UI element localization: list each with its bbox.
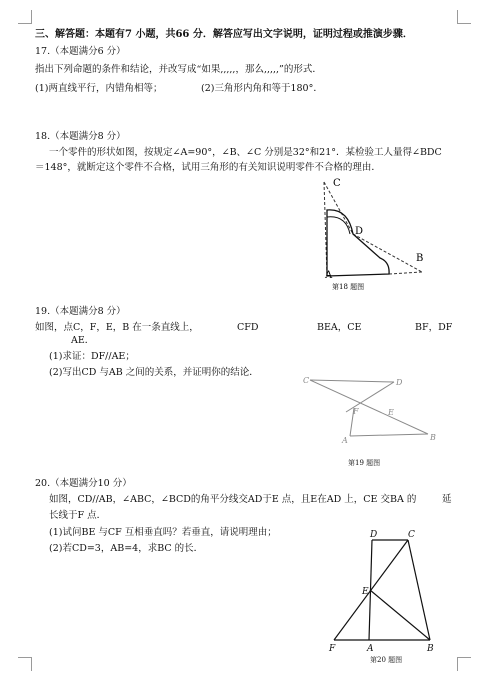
q19-label-D: D (396, 378, 403, 387)
q20-item1: (1)试问BE 与CF 互相垂直吗？若垂直，请说明理由； (49, 527, 277, 538)
q19-line1-b: CFD (237, 322, 259, 333)
q20-label-E: E (362, 587, 369, 597)
q20-label-D: D (370, 530, 378, 540)
q20-label-B: B (427, 644, 434, 654)
q19-label-C: C (303, 376, 310, 385)
q17-item2: (2)三角形内角和等于180°． (201, 83, 323, 94)
q19-label-A: A (342, 436, 348, 445)
q19-line1-c: BEA，CE (317, 322, 362, 333)
q18-label-A: A (325, 270, 333, 281)
q19-label-B: B (430, 433, 436, 442)
section-header: 三、解答题：本题有7 小题，共66 分．解答应写出文字说明，证明过程或推演步骤． (35, 29, 413, 40)
q20-line2: 长线于F 点． (49, 510, 107, 521)
q19-figure (298, 372, 448, 472)
crop-mark-bottom-right (457, 657, 471, 671)
q19-line1-a: 如图，点C，F，E，B 在一条直线上， (35, 322, 199, 333)
q18-line1: 一个零件的形状如图，按规定∠A=90°，∠B、∠C 分别是32°和21°．某检验工人量得∠BDC (49, 147, 442, 158)
q19-label-F: F (353, 407, 359, 416)
q17-title: 17.（本题满分6 分） (35, 46, 126, 57)
q19-title: 19.（本题满分8 分） (35, 306, 126, 317)
q20-label-A: A (367, 644, 374, 654)
q19-caption: 第19 题图 (348, 459, 381, 467)
q18-label-B: B (416, 253, 424, 264)
q18-figure (310, 174, 450, 298)
q19-label-E: E (388, 408, 394, 417)
crop-mark-top-right (457, 10, 471, 24)
q20-title: 20.（本题满分10 分） (35, 478, 132, 489)
q17-line1: 指出下列命题的条件和结论，并改写成“如果,,,,,，那么,,,,,”的形式． (35, 64, 322, 75)
q20-label-C: C (408, 530, 415, 540)
crop-mark-bottom-left (18, 657, 32, 671)
q20-line1-a: 如图，CD//AB，∠ABC，∠BCD的角平分线交AD于E 点，且E在AD 上，CE 交BA 的 (49, 494, 417, 505)
q19-line1-d: BF，DF (415, 322, 453, 333)
q18-caption: 第18 题图 (332, 283, 365, 291)
q19-item2: (2)写出CD 与AB 之间的关系，并证明你的结论． (49, 367, 259, 378)
q18-line2: ＝148°，就断定这个零件不合格，试用三角形的有关知识说明零件不合格的理由． (35, 162, 381, 173)
crop-mark-top-left (18, 10, 32, 24)
q20-figure (326, 528, 446, 668)
q17-item1: (1)两直线平行，内错角相等； (35, 83, 163, 94)
q19-line2: AE． (71, 335, 95, 346)
q18-label-C: C (333, 178, 341, 189)
q18-title: 18.（本题满分8 分） (35, 131, 126, 142)
q19-item1: (1)求证：DF//AE； (49, 351, 135, 362)
q18-label-D: D (355, 226, 364, 237)
q20-label-F: F (329, 644, 336, 654)
q20-caption: 第20 题图 (370, 656, 403, 664)
q20-line1-b: 延 (442, 494, 452, 505)
q20-item2: (2)若CD=3，AB=4，求BC 的长． (49, 543, 204, 554)
